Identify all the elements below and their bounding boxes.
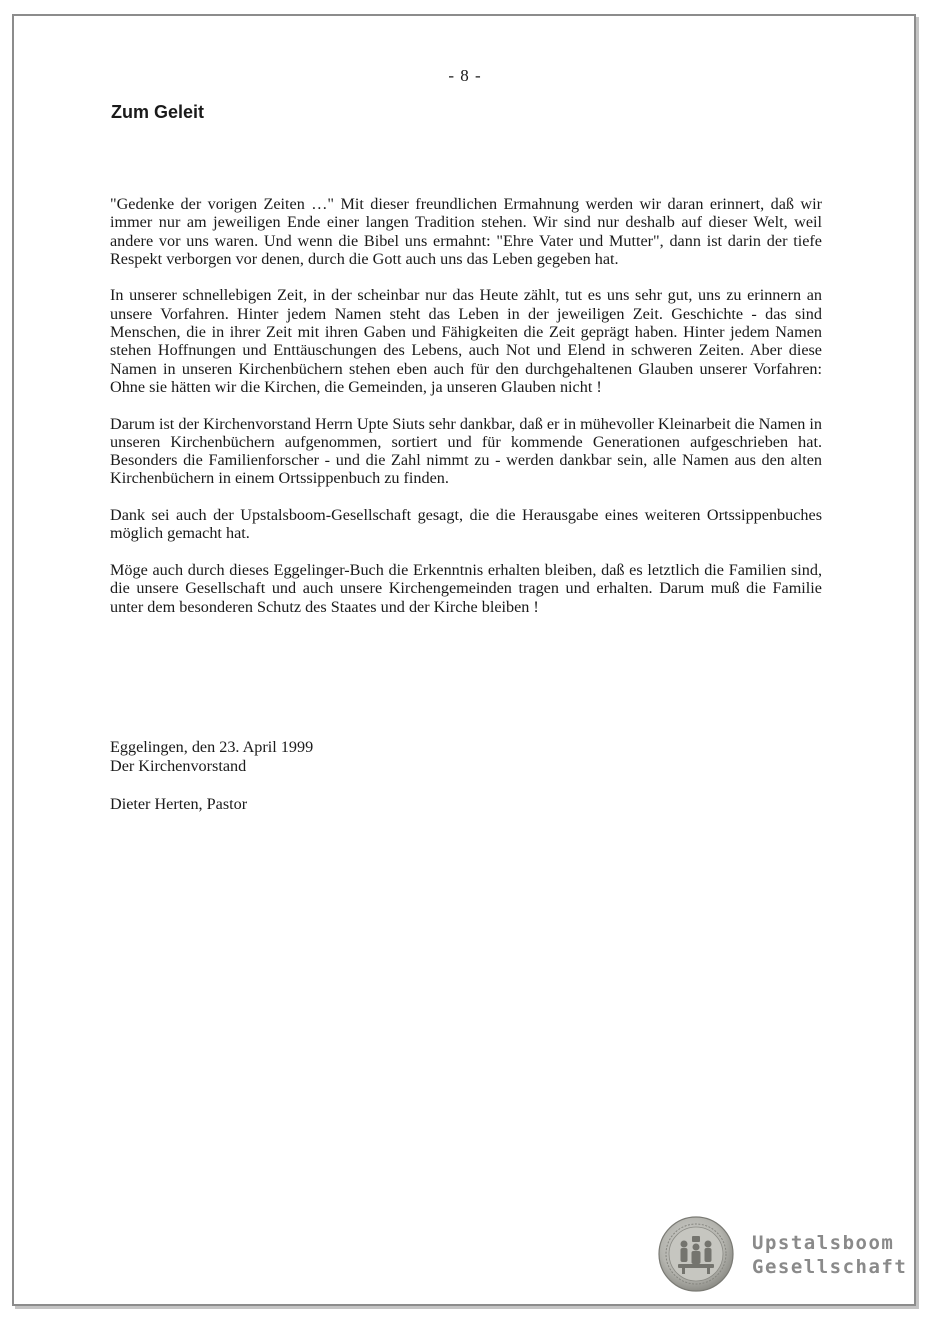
- watermark-line-2: Gesellschaft: [752, 1256, 908, 1278]
- upstalsboom-watermark: [658, 1216, 908, 1298]
- place-date: Eggelingen, den 23. April 1999: [110, 738, 314, 756]
- seal-icon: [658, 1216, 734, 1292]
- closing-block: [110, 738, 313, 814]
- paragraph: Darum ist der Kirchenvorstand Herrn Upte Siuts sehr dankbar, daß er in mühevoller Kleinarbeit die Namen in unseren Kirchenbüchern aufgenommen, sortiert und für kommende Generationen aufgeschrieben hat. Besonders die Familienforscher - und die Zahl nimmt zu - werden dankbar sein, alle Namen aus den alten Kirchenbüchern in einem Ortssippenbuch zu finden.: [110, 414, 822, 488]
- page-number: - 8 -: [448, 66, 482, 85]
- watermark-line-1: Upstalsboom: [752, 1232, 895, 1254]
- page-title: Zum Geleit: [111, 102, 205, 122]
- paragraph: Dank sei auch der Upstalsboom-Gesellschaft gesagt, die die Herausgabe eines weiteren Ortssippenbuches möglich gemacht hat.: [110, 506, 822, 543]
- paragraph: "Gedenke der vorigen Zeiten …" Mit dieser freundlichen Ermahnung werden wir daran erinnert, daß wir immer nur am jeweiligen Ende einer langen Tradition stehen. Wir sind nur deshalb auf dieser Welt, weil andere vor uns waren. Und wenn die Bibel uns ermahnt: "Ehre Vater und Mutter", dann ist darin der tiefe Respekt verborgen vor denen, durch die Gott auch uns das Leben gegeben hat.: [110, 195, 822, 268]
- body-text: [110, 195, 822, 634]
- signature: Dieter Herten, Pastor: [110, 795, 248, 813]
- paragraph: In unserer schnellebigen Zeit, in der scheinbar nur das Heute zählt, tut es uns sehr gut, uns zu erinnern an unsere Vorfahren. Hinter jedem Namen steht das Leben in der jeweiligen Zeit. Geschichte - das sind Menschen, die in ihrer Zeit mit ihren Gaben und Fähigkeiten die Zeit geprägt haben. Hinter jedem Namen stehen Hoffnungen und Enttäuschungen des Lebens, auch Not und Elend in schweren Zeiten. Aber diese Namen in unseren Kirchenbüchern stehen eben auch für den durchgehaltenen Glauben unserer Vorfahren: Ohne sie hätten wir die Kirchen, die Gemeinden, ja unseren Glauben nicht !: [110, 286, 822, 396]
- signing-body: Der Kirchenvorstand: [110, 757, 247, 775]
- paragraph: Möge auch durch dieses Eggelinger-Buch die Erkenntnis erhalten bleiben, daß es letztlich die Familien sind, die unsere Gesellschaft und auch unsere Kirchengemeinden tragen und erhalten. Darum muß die Familie unter dem besonderen Schutz des Staates und der Kirche bleiben !: [110, 560, 822, 616]
